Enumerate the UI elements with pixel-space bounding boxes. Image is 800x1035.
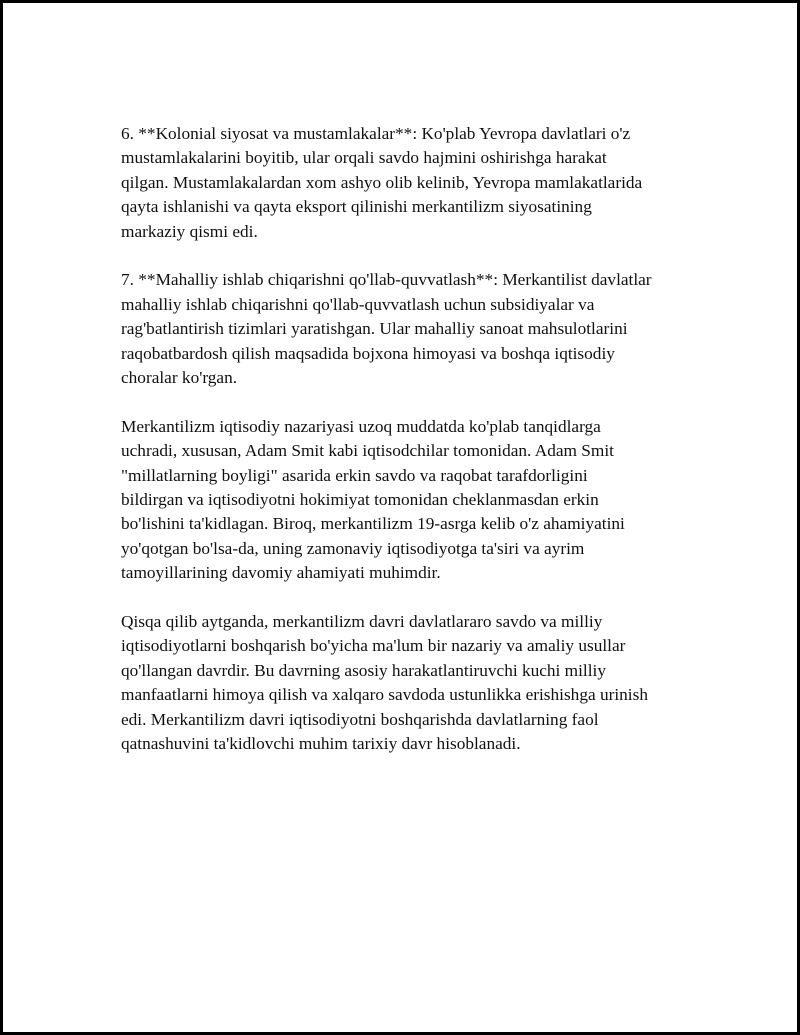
text-line: uchradi, xususan, Adam Smit kabi iqtisodchilar tomonidan. Adam Smit bbox=[121, 441, 614, 461]
paragraph-local-production bbox=[121, 268, 701, 390]
text-line: qayta ishlanishi va qayta eksport qilinishi merkantilizm siyosatining bbox=[121, 197, 592, 217]
document-body bbox=[121, 122, 701, 781]
text-line: Merkantilizm iqtisodiy nazariyasi uzoq muddatda ko'plab tanqidlarga bbox=[121, 416, 601, 436]
text-line: bo'lishini ta'kidlagan. Biroq, merkantilizm 19-asrga kelib o'z ahamiyatini bbox=[121, 514, 625, 534]
text-line: 7. **Mahalliy ishlab chiqarishni qo'llab-quvvatlash**: Merkantilist davlatlar bbox=[121, 270, 652, 290]
text-line: manfaatlarni himoya qilish va xalqaro savdoda ustunlikka erishishga urinish bbox=[121, 685, 648, 705]
text-line: edi. Merkantilizm davri iqtisodiyotni boshqarishda davlatlarning faol bbox=[121, 709, 599, 729]
text-line: qatnashuvini ta'kidlovchi muhim tarixiy davr hisoblanadi. bbox=[121, 734, 521, 754]
text-line: rag'batlantirish tizimlari yaratishgan. Ular mahalliy sanoat mahsulotlarini bbox=[121, 319, 628, 339]
text-line: tamoyillarining davomiy ahamiyati muhimdir. bbox=[121, 563, 441, 583]
text-line: markaziy qismi edi. bbox=[121, 221, 258, 241]
text-line: raqobatbardosh qilish maqsadida bojxona himoyasi va boshqa iqtisodiy bbox=[121, 343, 615, 363]
paragraph-summary bbox=[121, 610, 701, 756]
text-line: 6. **Kolonial siyosat va mustamlakalar**: Ko'plab Yevropa davlatlari o'z bbox=[121, 124, 631, 143]
text-line: mustamlakalarini boyitib, ular orqali savdo hajmini oshirishga harakat bbox=[121, 148, 607, 168]
paragraph-colonial-policy bbox=[121, 122, 701, 244]
text-line: mahalliy ishlab chiqarishni qo'llab-quvvatlash uchun subsidiyalar va bbox=[121, 294, 595, 314]
text-line: Qisqa qilib aytganda, merkantilizm davri davlatlararo savdo va milliy bbox=[121, 612, 603, 632]
paragraph-criticism bbox=[121, 415, 701, 586]
text-line: yo'qotgan bo'lsa-da, uning zamonaviy iqtisodiyotga ta'siri va ayrim bbox=[121, 538, 585, 558]
text-line: qilgan. Mustamlakalardan xom ashyo olib kelinib, Yevropa mamlakatlarida bbox=[121, 172, 643, 192]
text-line: choralar ko'rgan. bbox=[121, 368, 238, 388]
text-line: qo'llangan davrdir. Bu davrning asosiy harakatlantiruvchi kuchi milliy bbox=[121, 660, 606, 680]
text-line: "millatlarning boyligi" asarida erkin savdo va raqobat tarafdorligini bbox=[121, 465, 588, 485]
text-line: iqtisodiyotlarni boshqarish bo'yicha ma'lum bir nazariy va amaliy usullar bbox=[121, 636, 626, 656]
text-line: bildirgan va iqtisodiyotni hokimiyat tomonidan cheklanmasdan erkin bbox=[121, 490, 599, 510]
